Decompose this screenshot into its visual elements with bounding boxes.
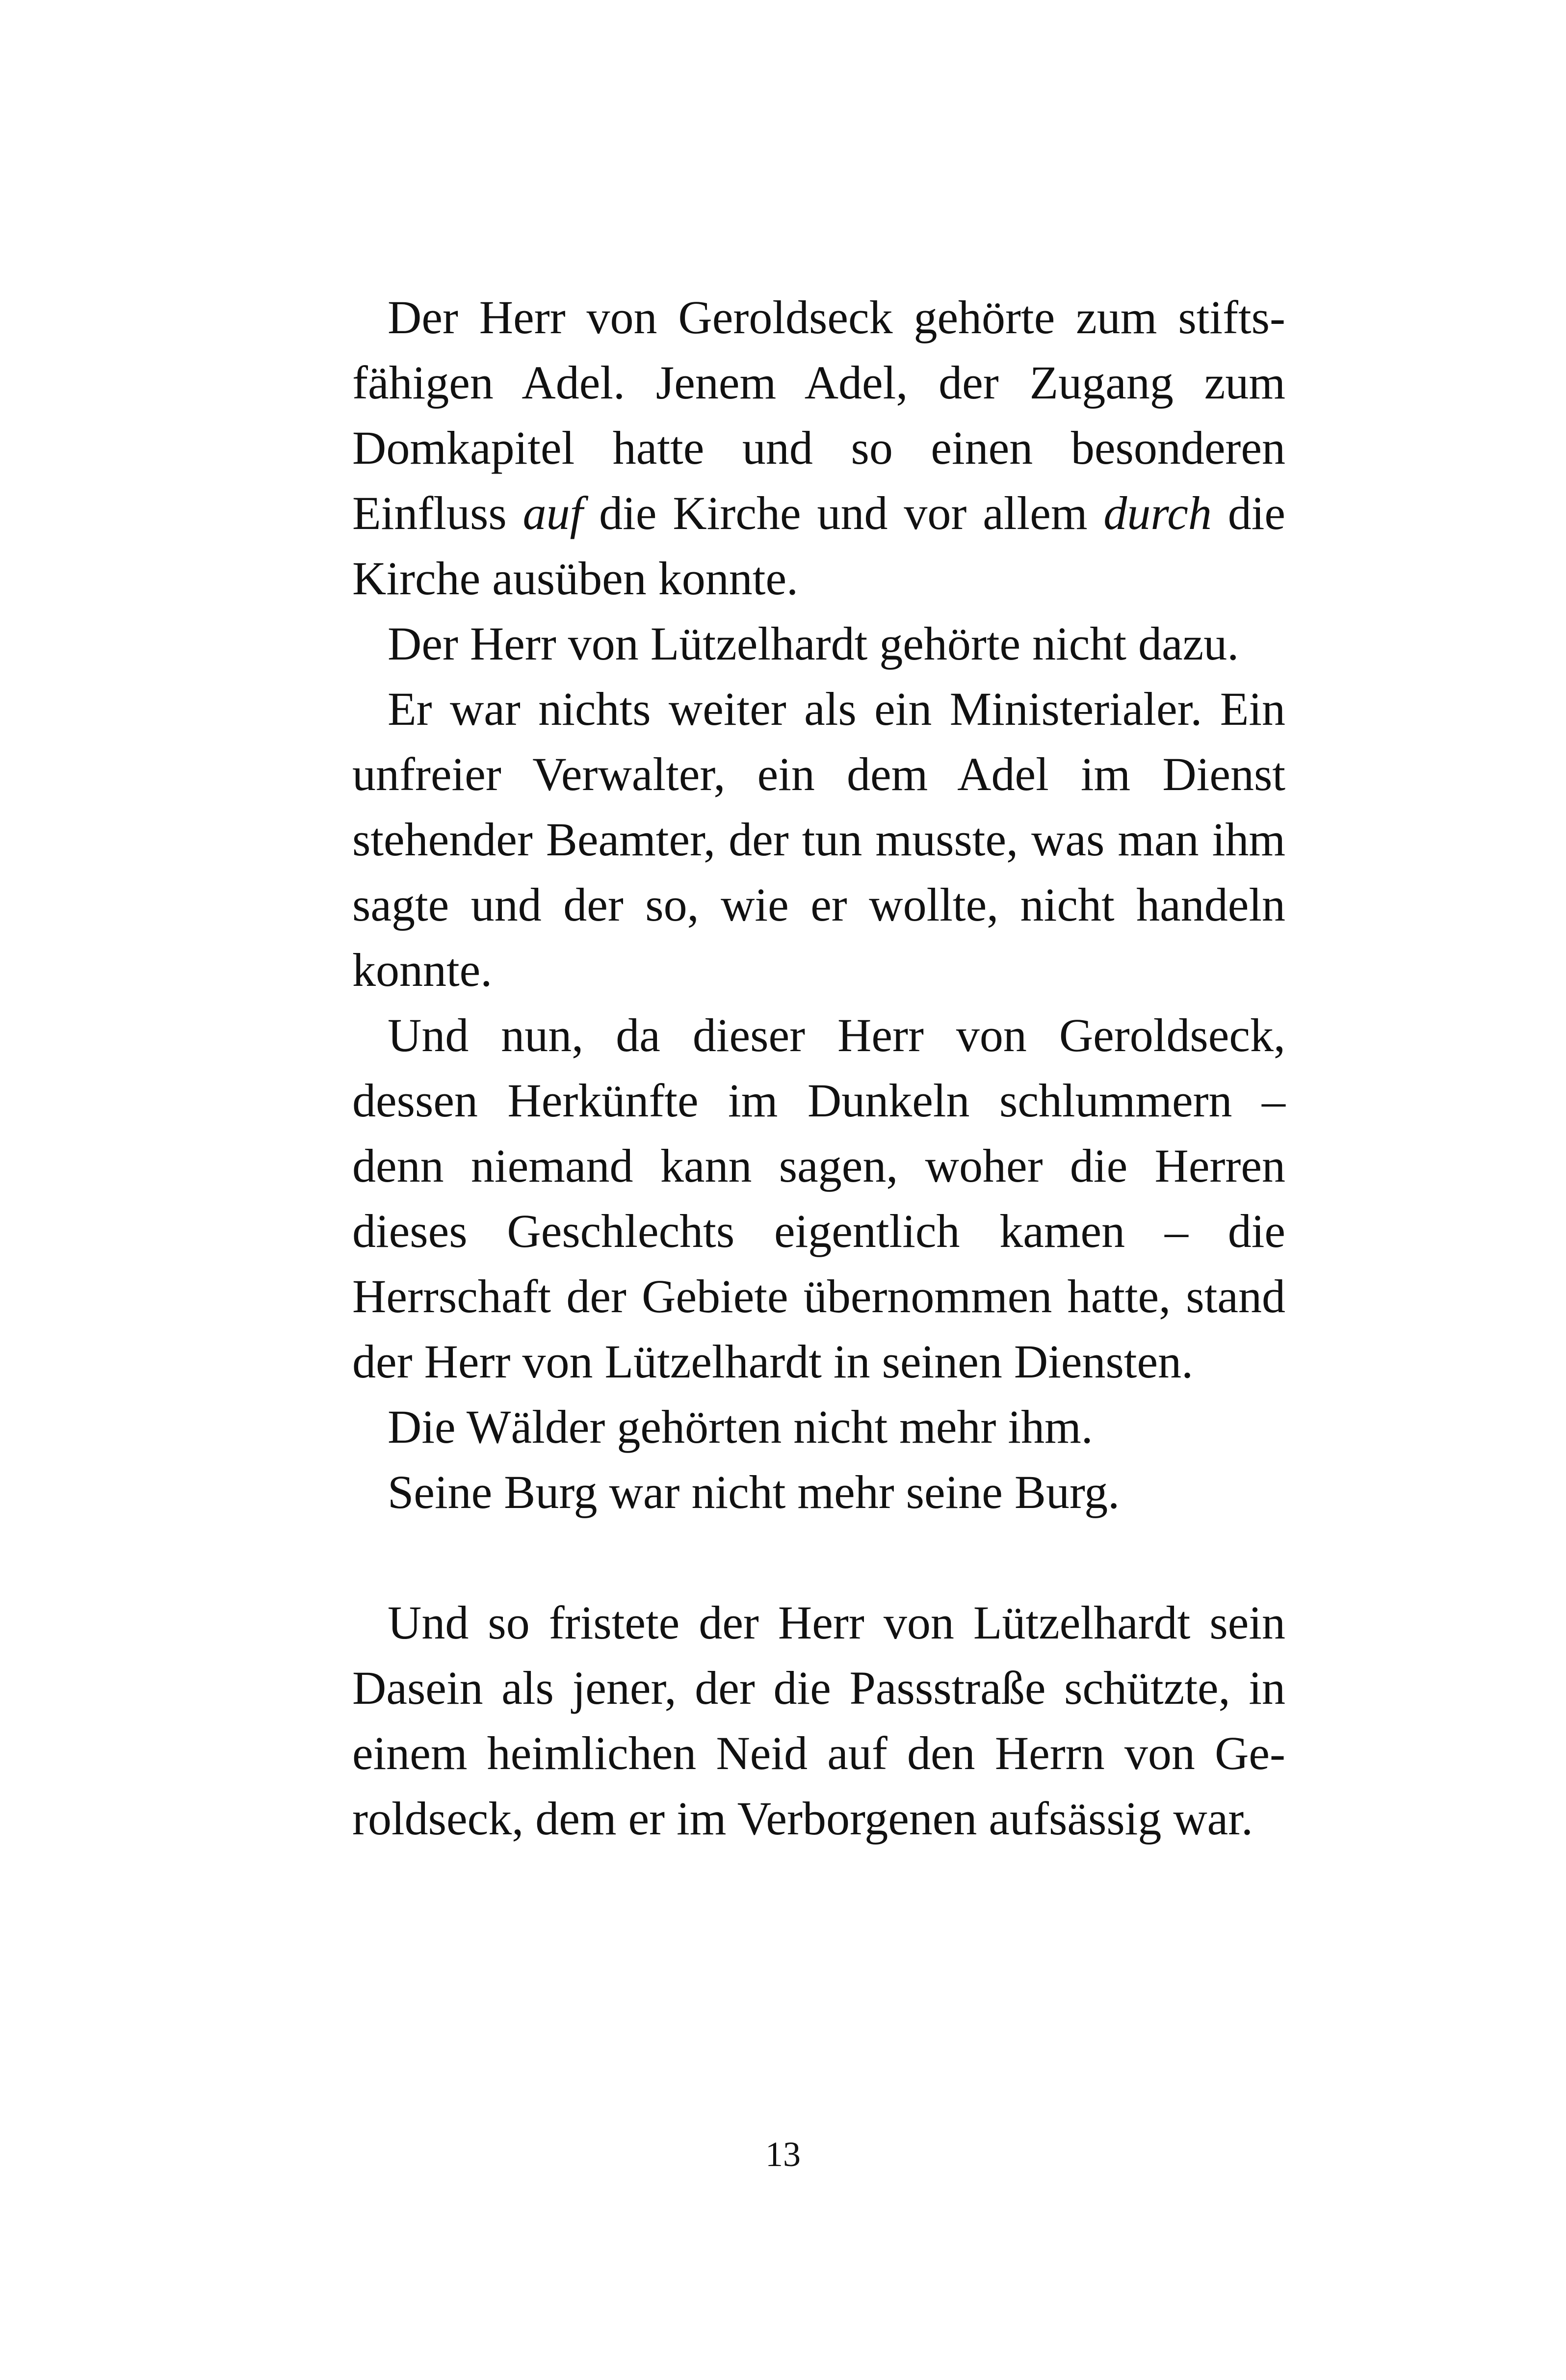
paragraph-1	[352, 285, 1285, 611]
paragraph-3: Er war nichts weiter als ein Ministerialer. Ein unfreier Verwalter, ein dem Adel im Dienst stehender Beamter, der tun musste, was man ihm sagte und der so, wie er wollte, nicht handeln konnte.	[352, 683, 1285, 996]
paragraph-2: Der Herr von Lützelhardt gehörte nicht dazu.	[388, 617, 1239, 670]
paragraph-4: Und nun, da dieser Herr von Geroldseck, dessen Herkünfte im Dunkeln schlummern – denn niemand kann sagen, woher die Herren dieses Geschlechts eigentlich kamen – die Herrschaft der Gebiete übernommen hatte, stand der Herr von Lützelhardt in seinen Diensten.	[352, 1009, 1285, 1388]
paragraph-6: Seine Burg war nicht mehr seine Burg.	[388, 1466, 1120, 1518]
emphasis-durch: durch	[1103, 487, 1212, 539]
body-text	[352, 285, 1285, 1851]
paragraph-1-part-5: die Kirche ausüben konnte.	[352, 487, 1286, 605]
paragraph-1-part-1: Der Herr von Geroldseck gehörte zum stiftsfähigen Adel. Jenem Adel, der Zugang zum Domkapitel hatte und so einen besonderen Einfluss	[352, 291, 1285, 539]
page-number: 13	[765, 2135, 801, 2174]
paragraph-5: Die Wälder gehörten nicht mehr ihm.	[388, 1401, 1093, 1453]
emphasis-auf: auf	[522, 487, 583, 539]
paragraph-1-part-3: die Kirche und vor allem	[583, 487, 1104, 539]
section-break	[352, 1525, 1285, 1590]
paragraph-7: Und so fristete der Herr von Lützelhardt sein Dasein als jener, der die Passstraße schützte, in einem heimlichen Neid auf den Herrn von Geroldseck, dem er im Verborgenen aufsässig war.	[352, 1596, 1285, 1845]
